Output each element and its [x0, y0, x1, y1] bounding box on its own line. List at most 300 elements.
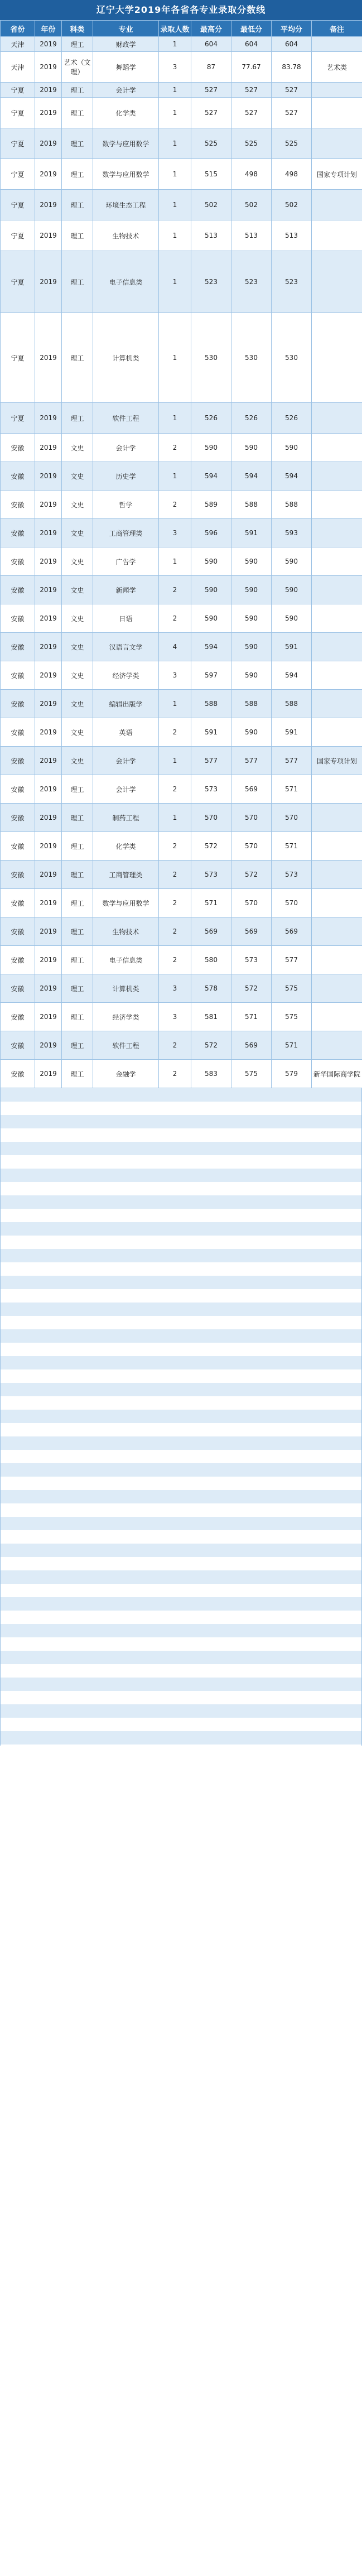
cell-remark — [312, 604, 362, 633]
table-row — [1, 403, 362, 434]
cell-major: 舞蹈学 — [93, 52, 159, 83]
cell-min-score: 594 — [231, 462, 272, 491]
cell-province: 安徽 — [1, 690, 35, 718]
cell-province: 安徽 — [1, 1003, 35, 1031]
cell-min-score: 590 — [231, 576, 272, 604]
cell-province: 安徽 — [1, 604, 35, 633]
cell-category: 文史 — [62, 718, 93, 747]
cell-year: 2019 — [35, 946, 62, 974]
cell-category: 理工 — [62, 1003, 93, 1031]
col-category: 科类 — [62, 21, 93, 37]
cell-remark — [312, 83, 362, 98]
cell-avg-score: 594 — [272, 661, 312, 690]
cell-max-score: 596 — [191, 519, 231, 547]
cell-province: 安徽 — [1, 1031, 35, 1060]
cell-year: 2019 — [35, 159, 62, 190]
cell-category: 理工 — [62, 128, 93, 159]
col-avg-score: 平均分 — [272, 21, 312, 37]
cell-admitted: 2 — [159, 576, 191, 604]
cell-province: 宁夏 — [1, 251, 35, 313]
cell-remark — [312, 917, 362, 946]
cell-province: 安徽 — [1, 775, 35, 804]
cell-major: 哲学 — [93, 491, 159, 519]
cell-remark — [312, 718, 362, 747]
cell-year: 2019 — [35, 804, 62, 832]
cell-admitted: 1 — [159, 804, 191, 832]
cell-major: 财政学 — [93, 37, 159, 52]
table-row — [1, 251, 362, 313]
cell-admitted: 2 — [159, 434, 191, 462]
table-row — [1, 718, 362, 747]
cell-remark — [312, 889, 362, 917]
cell-avg-score: 527 — [272, 98, 312, 128]
cell-min-score: 527 — [231, 98, 272, 128]
cell-remark — [312, 690, 362, 718]
cell-admitted: 1 — [159, 220, 191, 251]
cell-min-score: 571 — [231, 1003, 272, 1031]
cell-min-score: 588 — [231, 491, 272, 519]
cell-remark — [312, 861, 362, 889]
cell-province: 天津 — [1, 52, 35, 83]
cell-year: 2019 — [35, 917, 62, 946]
cell-year: 2019 — [35, 604, 62, 633]
cell-max-score: 570 — [191, 804, 231, 832]
cell-major: 历史学 — [93, 462, 159, 491]
score-table — [0, 20, 362, 1088]
cell-category: 理工 — [62, 190, 93, 220]
cell-year: 2019 — [35, 462, 62, 491]
table-row — [1, 917, 362, 946]
cell-avg-score: 577 — [272, 747, 312, 775]
cell-admitted: 2 — [159, 861, 191, 889]
footer — [0, 2559, 362, 2576]
cell-province: 安徽 — [1, 974, 35, 1003]
cell-year: 2019 — [35, 220, 62, 251]
cell-admitted: 4 — [159, 633, 191, 661]
cell-max-score: 577 — [191, 747, 231, 775]
cell-year: 2019 — [35, 974, 62, 1003]
cell-year: 2019 — [35, 690, 62, 718]
cell-remark — [312, 576, 362, 604]
cell-major: 汉语言文学 — [93, 633, 159, 661]
cell-year: 2019 — [35, 889, 62, 917]
cell-province: 安徽 — [1, 661, 35, 690]
cell-max-score: 530 — [191, 313, 231, 403]
cell-min-score: 570 — [231, 889, 272, 917]
cell-avg-score: 590 — [272, 434, 312, 462]
cell-category: 文史 — [62, 604, 93, 633]
cell-min-score: 590 — [231, 547, 272, 576]
cell-min-score: 570 — [231, 804, 272, 832]
col-major: 专业 — [93, 21, 159, 37]
cell-avg-score: 83.78 — [272, 52, 312, 83]
cell-max-score: 523 — [191, 251, 231, 313]
cell-category: 文史 — [62, 747, 93, 775]
cell-category: 理工 — [62, 251, 93, 313]
cell-min-score: 77.67 — [231, 52, 272, 83]
cell-admitted: 2 — [159, 491, 191, 519]
cell-avg-score: 498 — [272, 159, 312, 190]
cell-max-score: 572 — [191, 1031, 231, 1060]
table-row — [1, 83, 362, 98]
cell-major: 数学与应用数学 — [93, 159, 159, 190]
cell-remark — [312, 434, 362, 462]
cell-avg-score: 604 — [272, 37, 312, 52]
cell-province: 安徽 — [1, 917, 35, 946]
cell-province: 安徽 — [1, 832, 35, 861]
cell-avg-score: 571 — [272, 1031, 312, 1060]
cell-max-score: 588 — [191, 690, 231, 718]
cell-admitted: 2 — [159, 832, 191, 861]
cell-major: 电子信息类 — [93, 946, 159, 974]
cell-category: 理工 — [62, 37, 93, 52]
cell-remark — [312, 974, 362, 1003]
cell-major: 计算机类 — [93, 974, 159, 1003]
cell-admitted: 1 — [159, 83, 191, 98]
cell-min-score: 590 — [231, 604, 272, 633]
cell-min-score: 590 — [231, 661, 272, 690]
cell-major: 工商管理类 — [93, 861, 159, 889]
cell-max-score: 573 — [191, 775, 231, 804]
cell-category: 文史 — [62, 519, 93, 547]
cell-min-score: 525 — [231, 128, 272, 159]
cell-remark — [312, 251, 362, 313]
cell-admitted: 2 — [159, 1031, 191, 1060]
cell-remark — [312, 220, 362, 251]
table-row — [1, 190, 362, 220]
cell-max-score: 594 — [191, 633, 231, 661]
table-row — [1, 804, 362, 832]
cell-province: 安徽 — [1, 434, 35, 462]
cell-avg-score: 588 — [272, 690, 312, 718]
cell-year: 2019 — [35, 251, 62, 313]
cell-year: 2019 — [35, 83, 62, 98]
cell-category: 理工 — [62, 159, 93, 190]
cell-major: 化学类 — [93, 832, 159, 861]
cell-year: 2019 — [35, 861, 62, 889]
cell-year: 2019 — [35, 434, 62, 462]
cell-avg-score: 571 — [272, 775, 312, 804]
cell-min-score: 513 — [231, 220, 272, 251]
cell-major: 经济学类 — [93, 661, 159, 690]
cell-min-score: 588 — [231, 690, 272, 718]
cell-category: 理工 — [62, 917, 93, 946]
cell-major: 环境生态工程 — [93, 190, 159, 220]
table-row — [1, 1003, 362, 1031]
cell-max-score: 580 — [191, 946, 231, 974]
table-header-row — [1, 21, 362, 37]
col-year: 年份 — [35, 21, 62, 37]
cell-category: 文史 — [62, 690, 93, 718]
cell-major: 数学与应用数学 — [93, 889, 159, 917]
cell-max-score: 578 — [191, 974, 231, 1003]
cell-avg-score: 573 — [272, 861, 312, 889]
cell-remark — [312, 775, 362, 804]
cell-avg-score: 591 — [272, 718, 312, 747]
table-row — [1, 889, 362, 917]
cell-avg-score: 502 — [272, 190, 312, 220]
cell-max-score: 583 — [191, 1060, 231, 1088]
cell-max-score: 597 — [191, 661, 231, 690]
cell-admitted: 1 — [159, 403, 191, 434]
cell-category: 文史 — [62, 434, 93, 462]
cell-remark — [312, 832, 362, 861]
cell-major: 计算机类 — [93, 313, 159, 403]
cell-year: 2019 — [35, 832, 62, 861]
cell-category: 理工 — [62, 220, 93, 251]
cell-province: 安徽 — [1, 633, 35, 661]
cell-province: 安徽 — [1, 889, 35, 917]
table-body — [1, 37, 362, 1088]
cell-category: 理工 — [62, 946, 93, 974]
table-row — [1, 946, 362, 974]
cell-remark — [312, 547, 362, 576]
cell-max-score: 590 — [191, 576, 231, 604]
cell-major: 制药工程 — [93, 804, 159, 832]
cell-year: 2019 — [35, 190, 62, 220]
cell-province: 安徽 — [1, 1060, 35, 1088]
cell-remark — [312, 1031, 362, 1060]
cell-category: 理工 — [62, 861, 93, 889]
cell-avg-score: 513 — [272, 220, 312, 251]
cell-category: 艺术（文理） — [62, 52, 93, 83]
cell-remark — [312, 37, 362, 52]
cell-category: 理工 — [62, 1060, 93, 1088]
cell-major: 生物技术 — [93, 220, 159, 251]
cell-avg-score: 526 — [272, 403, 312, 434]
cell-avg-score: 593 — [272, 519, 312, 547]
cell-min-score: 575 — [231, 1060, 272, 1088]
table-row — [1, 633, 362, 661]
cell-max-score: 87 — [191, 52, 231, 83]
cell-province: 宁夏 — [1, 403, 35, 434]
table-row — [1, 220, 362, 251]
cell-category: 文史 — [62, 547, 93, 576]
cell-max-score: 572 — [191, 832, 231, 861]
cell-min-score: 572 — [231, 861, 272, 889]
cell-major: 经济学类 — [93, 1003, 159, 1031]
table-row — [1, 604, 362, 633]
cell-major: 新闻学 — [93, 576, 159, 604]
cell-max-score: 589 — [191, 491, 231, 519]
table-row — [1, 1060, 362, 1088]
cell-avg-score: 591 — [272, 633, 312, 661]
col-max-score: 最高分 — [191, 21, 231, 37]
cell-min-score: 530 — [231, 313, 272, 403]
table-row — [1, 690, 362, 718]
cell-admitted: 3 — [159, 974, 191, 1003]
cell-min-score: 569 — [231, 775, 272, 804]
cell-avg-score: 588 — [272, 491, 312, 519]
cell-province: 安徽 — [1, 804, 35, 832]
cell-major: 编辑出版学 — [93, 690, 159, 718]
cell-remark — [312, 128, 362, 159]
cell-category: 理工 — [62, 775, 93, 804]
cell-admitted: 1 — [159, 690, 191, 718]
cell-province: 安徽 — [1, 519, 35, 547]
table-row — [1, 491, 362, 519]
cell-category: 文史 — [62, 462, 93, 491]
cell-category: 理工 — [62, 403, 93, 434]
table-row — [1, 98, 362, 128]
table-row — [1, 1031, 362, 1060]
cell-major: 金融学 — [93, 1060, 159, 1088]
cell-major: 日语 — [93, 604, 159, 633]
cell-major: 数学与应用数学 — [93, 128, 159, 159]
cell-avg-score: 527 — [272, 83, 312, 98]
cell-remark — [312, 1003, 362, 1031]
cell-min-score: 498 — [231, 159, 272, 190]
cell-min-score: 569 — [231, 917, 272, 946]
cell-admitted: 1 — [159, 98, 191, 128]
cell-admitted: 1 — [159, 547, 191, 576]
cell-min-score: 591 — [231, 519, 272, 547]
cell-remark — [312, 804, 362, 832]
cell-admitted: 1 — [159, 462, 191, 491]
cell-admitted: 1 — [159, 159, 191, 190]
table-row — [1, 832, 362, 861]
cell-province: 安徽 — [1, 462, 35, 491]
cell-year: 2019 — [35, 1031, 62, 1060]
cell-year: 2019 — [35, 128, 62, 159]
table-row — [1, 519, 362, 547]
cell-max-score: 515 — [191, 159, 231, 190]
cell-avg-score: 594 — [272, 462, 312, 491]
cell-remark — [312, 313, 362, 403]
cell-remark: 新华国际商学院 — [312, 1060, 362, 1088]
cell-avg-score: 570 — [272, 889, 312, 917]
cell-admitted: 1 — [159, 37, 191, 52]
table-row — [1, 661, 362, 690]
cell-major: 软件工程 — [93, 1031, 159, 1060]
table-row — [1, 37, 362, 52]
cell-max-score: 527 — [191, 83, 231, 98]
cell-major: 工商管理类 — [93, 519, 159, 547]
cell-min-score: 523 — [231, 251, 272, 313]
cell-min-score: 604 — [231, 37, 272, 52]
cell-admitted: 3 — [159, 661, 191, 690]
cell-major: 电子信息类 — [93, 251, 159, 313]
cell-remark — [312, 491, 362, 519]
col-admitted: 录取人数 — [159, 21, 191, 37]
cell-admitted: 2 — [159, 775, 191, 804]
cell-year: 2019 — [35, 576, 62, 604]
cell-avg-score: 590 — [272, 576, 312, 604]
cell-admitted: 1 — [159, 251, 191, 313]
col-province: 省份 — [1, 21, 35, 37]
cell-category: 理工 — [62, 804, 93, 832]
cell-province: 安徽 — [1, 946, 35, 974]
cell-admitted: 2 — [159, 889, 191, 917]
cell-province: 安徽 — [1, 491, 35, 519]
cell-max-score: 571 — [191, 889, 231, 917]
cell-category: 理工 — [62, 974, 93, 1003]
cell-avg-score: 569 — [272, 917, 312, 946]
cell-year: 2019 — [35, 491, 62, 519]
cell-year: 2019 — [35, 718, 62, 747]
cell-remark — [312, 661, 362, 690]
cell-category: 理工 — [62, 832, 93, 861]
cell-max-score: 525 — [191, 128, 231, 159]
cell-year: 2019 — [35, 1060, 62, 1088]
cell-min-score: 570 — [231, 832, 272, 861]
cell-min-score: 527 — [231, 83, 272, 98]
cell-remark: 艺术类 — [312, 52, 362, 83]
cell-category: 理工 — [62, 83, 93, 98]
col-remark: 备注 — [312, 21, 362, 37]
cell-min-score: 590 — [231, 434, 272, 462]
cell-avg-score: 590 — [272, 547, 312, 576]
cell-category: 文史 — [62, 491, 93, 519]
table-row — [1, 861, 362, 889]
cell-province: 宁夏 — [1, 220, 35, 251]
cell-min-score: 502 — [231, 190, 272, 220]
cell-max-score: 526 — [191, 403, 231, 434]
cell-province: 宁夏 — [1, 190, 35, 220]
cell-category: 文史 — [62, 661, 93, 690]
cell-major: 生物技术 — [93, 917, 159, 946]
cell-min-score: 590 — [231, 633, 272, 661]
cell-province: 宁夏 — [1, 128, 35, 159]
cell-avg-score: 590 — [272, 604, 312, 633]
cell-max-score: 590 — [191, 604, 231, 633]
cell-province: 宁夏 — [1, 98, 35, 128]
cell-category: 文史 — [62, 576, 93, 604]
cell-min-score: 569 — [231, 1031, 272, 1060]
cell-admitted: 2 — [159, 917, 191, 946]
cell-admitted: 1 — [159, 313, 191, 403]
cell-category: 理工 — [62, 889, 93, 917]
cell-year: 2019 — [35, 547, 62, 576]
cell-year: 2019 — [35, 519, 62, 547]
cell-category: 理工 — [62, 1031, 93, 1060]
cell-remark: 国家专项计划 — [312, 747, 362, 775]
cell-admitted: 3 — [159, 1003, 191, 1031]
table-continuation — [0, 1088, 362, 1746]
table-row — [1, 775, 362, 804]
cell-province: 宁夏 — [1, 83, 35, 98]
cell-province: 安徽 — [1, 747, 35, 775]
cell-year: 2019 — [35, 633, 62, 661]
cell-max-score: 573 — [191, 861, 231, 889]
cell-year: 2019 — [35, 37, 62, 52]
cell-category: 文史 — [62, 633, 93, 661]
page-title: 辽宁大学2019年各省各专业录取分数线 — [0, 0, 362, 20]
table-row — [1, 52, 362, 83]
cell-max-score: 604 — [191, 37, 231, 52]
cell-min-score: 526 — [231, 403, 272, 434]
cell-admitted: 2 — [159, 946, 191, 974]
cell-min-score: 572 — [231, 974, 272, 1003]
cell-min-score: 590 — [231, 718, 272, 747]
table-row — [1, 128, 362, 159]
cell-avg-score: 575 — [272, 974, 312, 1003]
cell-major: 会计学 — [93, 434, 159, 462]
cell-admitted: 1 — [159, 128, 191, 159]
table-row — [1, 547, 362, 576]
cell-admitted: 2 — [159, 1060, 191, 1088]
cell-year: 2019 — [35, 661, 62, 690]
table-row — [1, 434, 362, 462]
cell-province: 天津 — [1, 37, 35, 52]
cell-province: 安徽 — [1, 861, 35, 889]
cell-province: 宁夏 — [1, 159, 35, 190]
cell-province: 安徽 — [1, 718, 35, 747]
cell-max-score: 591 — [191, 718, 231, 747]
cell-province: 安徽 — [1, 576, 35, 604]
cell-year: 2019 — [35, 1003, 62, 1031]
cell-remark: 国家专项计划 — [312, 159, 362, 190]
